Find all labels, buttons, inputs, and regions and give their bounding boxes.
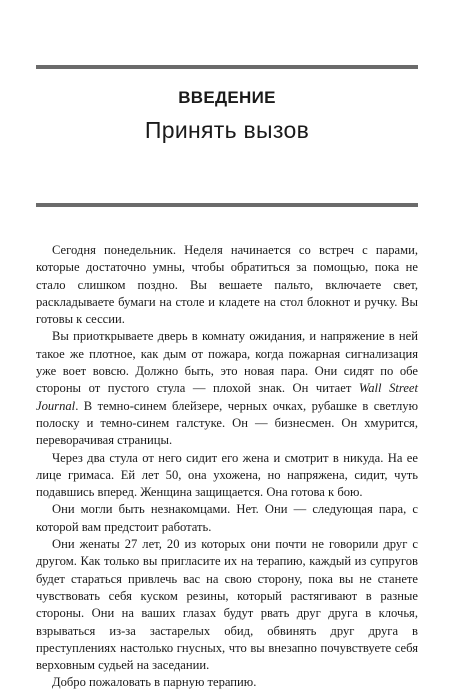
bottom-rule <box>36 203 418 207</box>
paragraph: Сегодня понедельник. Неделя начинается со встреч с парами, которые достаточно умны, чтобы обратиться за помощью, пока не стало слишком поздно. Вы вешаете пальто, включаете свет, раскладываете бумаги на столе и кладете на стол блокнот и ручку. Вы готовы к сессии. <box>36 243 418 327</box>
newspaper-title: Wall Street Journal <box>36 381 419 413</box>
chapter-label: ВВЕДЕНИЕ <box>178 88 276 107</box>
top-rule <box>36 65 418 69</box>
paragraph: Добро пожаловать в парную терапию. <box>52 675 257 690</box>
chapter-title: Принять вызов <box>144 117 310 143</box>
paragraph-text: . В темно-синем блейзере, черных очках, рубашке в светлую полоску и темно-синем галстуке. Он — бизнесмен. Он хмурится, переворачивая страницы. <box>36 398 418 448</box>
paragraph: Они могли быть незнакомцами. Нет. Они — следующая пара, с которой вам предстоит работать. <box>36 502 418 534</box>
paragraph-text: Вы приоткрываете дверь в комнату ожидания, и напряжение в ней такое же плотное, как дым от пожара, когда пожарная сигнализация уже воет вовсю. Должно быть, это новая пара. Они сидят по обе стороны от пустого стула — плохой знак. Он читает <box>36 329 418 396</box>
chapter-heading <box>36 86 418 146</box>
paragraph <box>36 328 418 449</box>
paragraph: Они женаты 27 лет, 20 из которых они почти не говорили друг с другом. Как только вы пригласите их на терапию, каждый из супругов будет стараться привлечь вас на свою сторону, пока вы не станете чувствовать себя куском резины, который растягивают в разные стороны. Они на ваших глазах будут рвать друг друга в клочья, взрываться из-за застарелых обид, обвинять друг друга в преступлениях настолько гнусных, что вы внезапно почувствуете себя верховным судьей на заседании. <box>36 537 418 673</box>
body-text <box>36 242 418 692</box>
paragraph: Через два стула от него сидит его жена и смотрит в никуда. На ее лице гримаса. Ей лет 50, она ухожена, но напряжена, сидит, чуть подавшись вперед. Женщина защищается. Она готова к бою. <box>36 450 418 500</box>
